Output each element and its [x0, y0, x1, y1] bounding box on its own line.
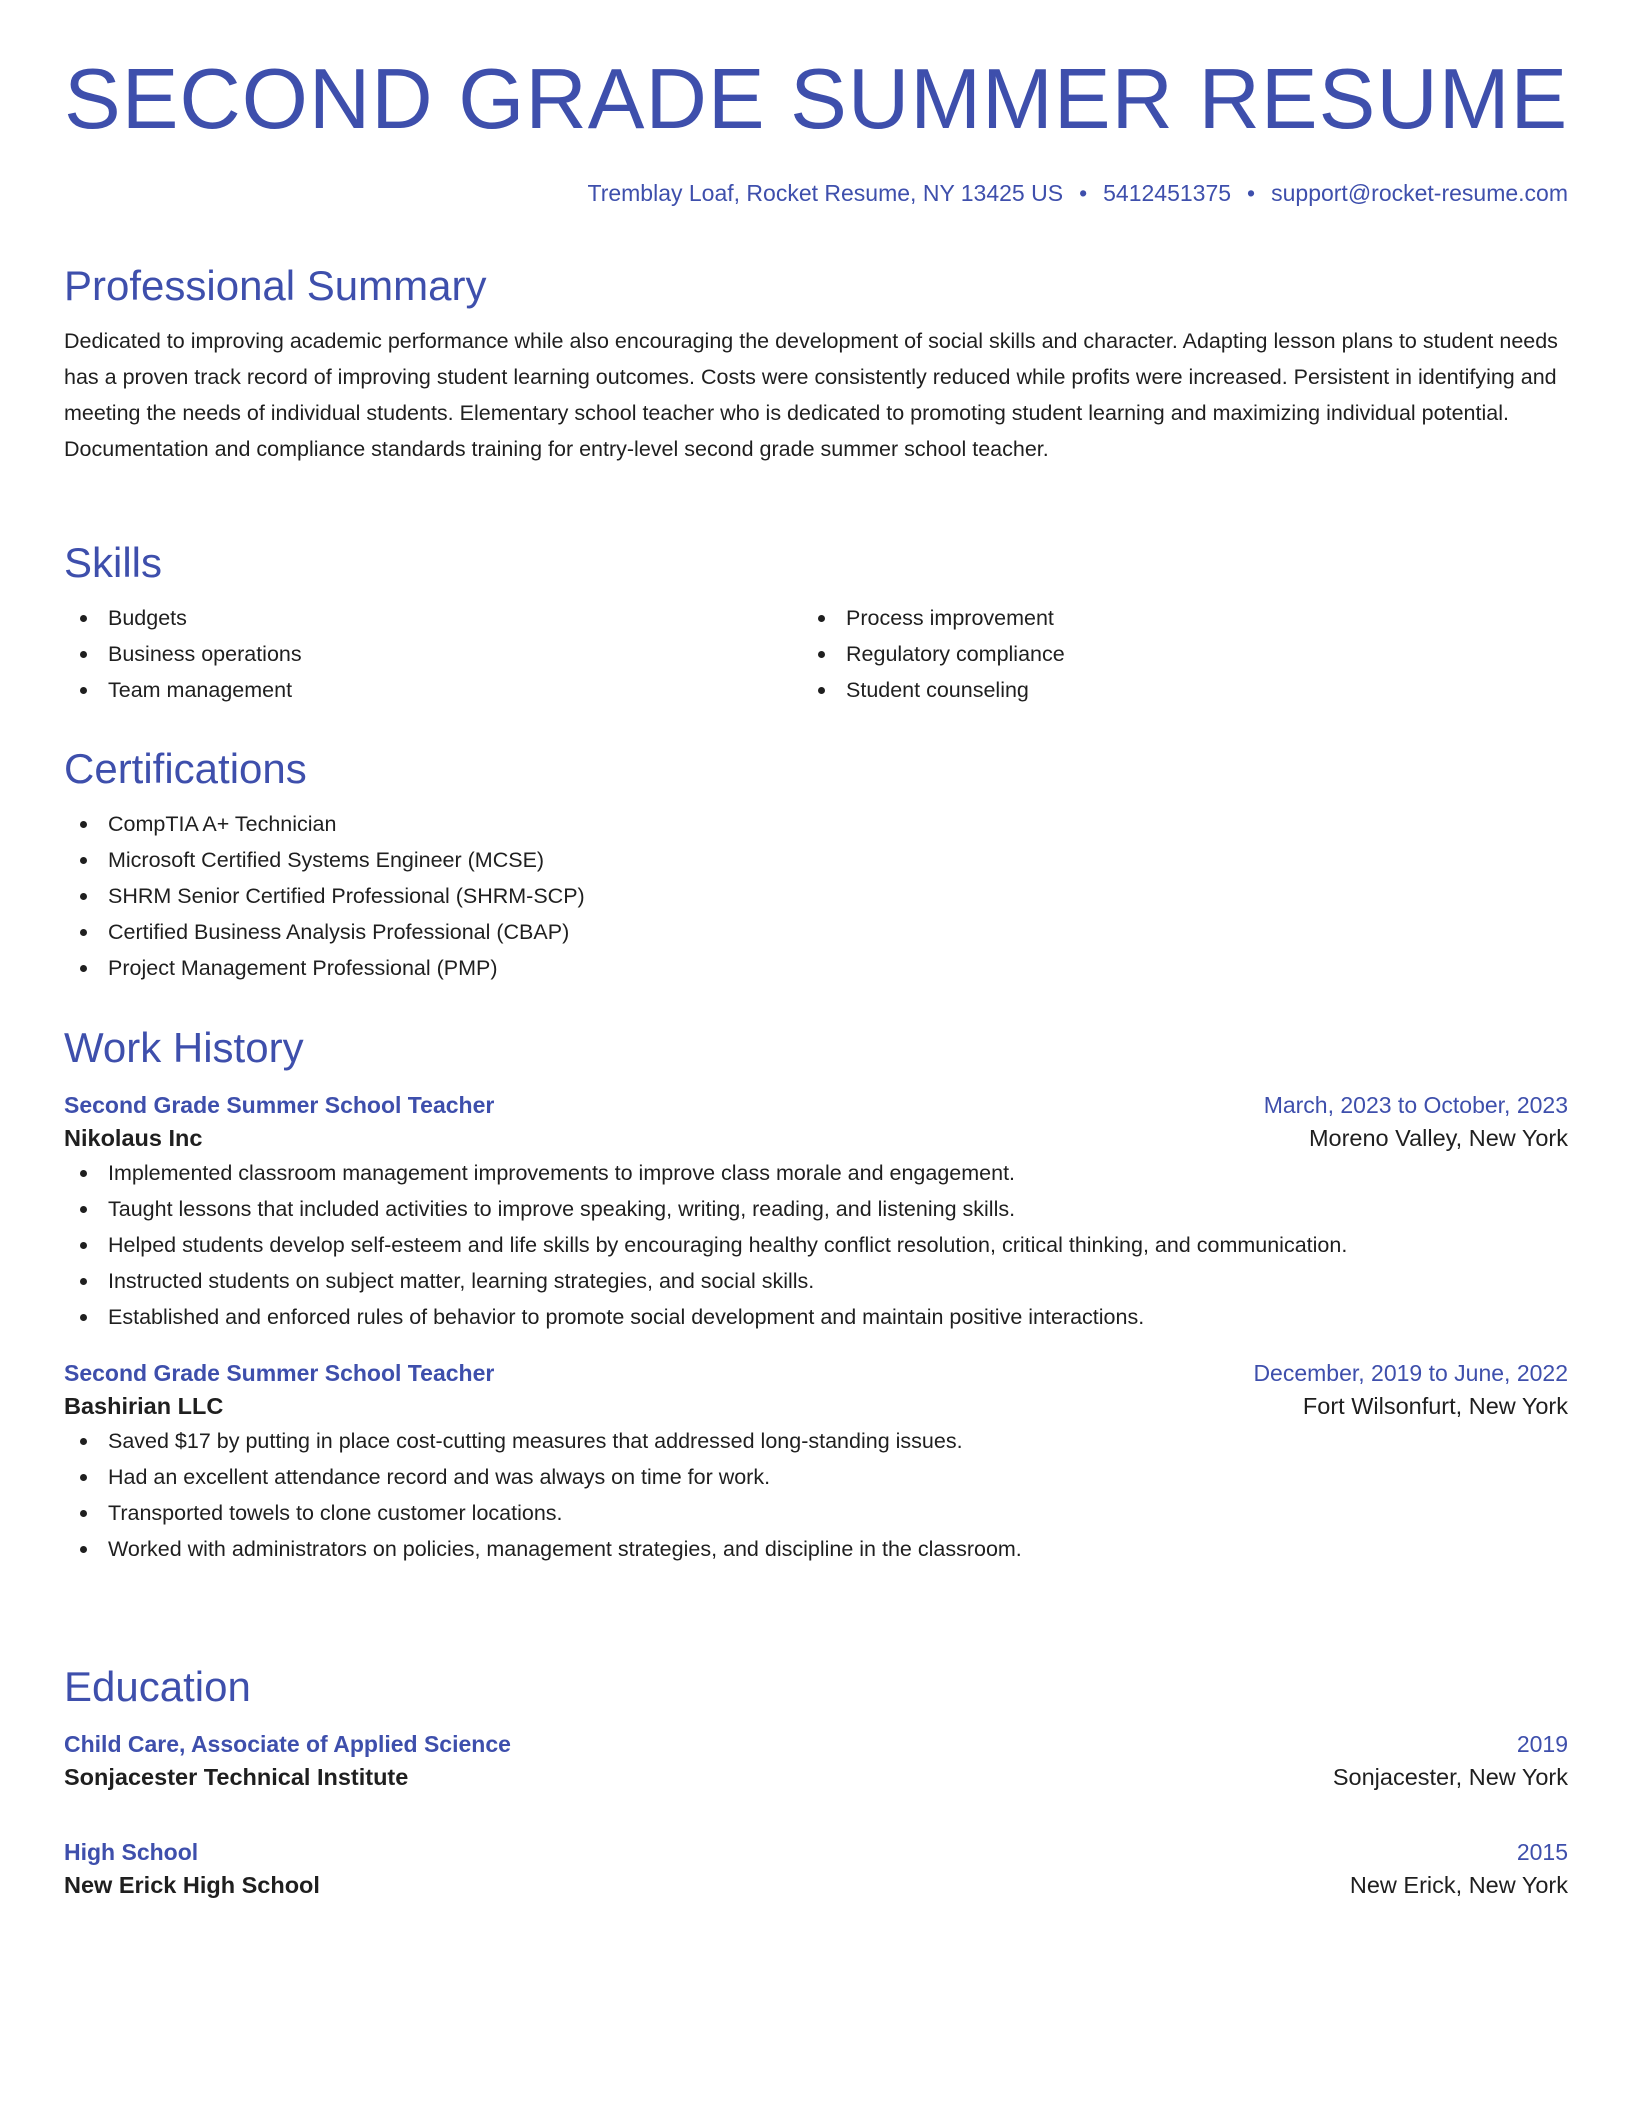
section-title-work-history: Work History: [64, 1024, 304, 1071]
job-role: Second Grade Summer School Teacher: [64, 1360, 495, 1386]
job-header: [64, 1089, 1568, 1121]
job-duty: Helped students develop self-esteem and life skills by encouraging healthy conflict resolution, critical thinking, and communication.: [64, 1227, 1568, 1263]
certifications-list: [64, 806, 1568, 986]
section-title-summary: Professional Summary: [64, 262, 487, 309]
job-dates: March, 2023 to October, 2023: [1263, 1092, 1568, 1118]
skills-list-right: [802, 600, 1540, 708]
summary-text: Dedicated to improving academic performance while also encouraging the development of social skills and character. Adapting lesson plans to student needs has a proven track record of improving student learning outcomes. Costs were consistently reduced while profits were increased. Persistent in identifying and meeting the needs of individual students. Elementary school teacher who is dedicated to promoting student learning and maximizing individual potential. Documentation and compliance standards training for entry-level second grade summer school teacher.: [64, 329, 1558, 461]
job-subheader: [64, 1389, 1568, 1423]
job-location: Fort Wilsonfurt, New York: [1302, 1393, 1568, 1419]
resume-title: SECOND GRADE SUMMER RESUME: [64, 52, 1569, 147]
job-role: Second Grade Summer School Teacher: [64, 1092, 495, 1118]
skill-item: Team management: [64, 672, 802, 708]
skill-item: Process improvement: [802, 600, 1540, 636]
work-history-section: [64, 1023, 1568, 1567]
certification-item: SHRM Senior Certified Professional (SHRM-SCP): [64, 878, 1568, 914]
section-title-certifications: Certifications: [64, 745, 307, 792]
education-subheader: [64, 1760, 1568, 1794]
education-location: New Erick, New York: [1349, 1872, 1568, 1898]
job-location: Moreno Valley, New York: [1308, 1125, 1568, 1151]
education-section: [64, 1662, 1568, 1902]
job-dates: December, 2019 to June, 2022: [1253, 1360, 1568, 1386]
contact-separator: •: [1247, 180, 1256, 206]
job-duty: Saved $17 by putting in place cost-cutting measures that addressed long-standing issues.: [64, 1423, 1568, 1459]
education-school: Sonjacester Technical Institute: [64, 1764, 409, 1790]
summary-section: [64, 261, 1568, 467]
certifications-section: [64, 744, 1568, 986]
job-duty: Had an excellent attendance record and was always on time for work.: [64, 1459, 1568, 1495]
job-company: Bashirian LLC: [64, 1393, 224, 1419]
education-header: [64, 1728, 1568, 1760]
skill-item: Student counseling: [802, 672, 1540, 708]
job-duties-list: [64, 1423, 1568, 1567]
education-year: 2015: [1516, 1839, 1568, 1865]
job-entry: [64, 1089, 1568, 1335]
job-subheader: [64, 1121, 1568, 1155]
certification-item: Certified Business Analysis Professional (CBAP): [64, 914, 1568, 950]
contact-address: Tremblay Loaf, Rocket Resume, NY 13425 US: [587, 180, 1064, 206]
skill-item: Regulatory compliance: [802, 636, 1540, 672]
education-location: Sonjacester, New York: [1332, 1764, 1568, 1790]
education-entry: [64, 1728, 1568, 1794]
education-subheader: [64, 1868, 1568, 1902]
contact-phone[interactable]: 5412451375: [1103, 180, 1232, 206]
education-header: [64, 1836, 1568, 1868]
job-duty: Established and enforced rules of behavior to promote social development and maintain positive interactions.: [64, 1299, 1568, 1335]
education-school: New Erick High School: [64, 1872, 320, 1898]
contact-separator: •: [1079, 180, 1088, 206]
education-degree: Child Care, Associate of Applied Science: [64, 1731, 511, 1757]
job-duty: Implemented classroom management improvements to improve class morale and engagement.: [64, 1155, 1568, 1191]
contact-email[interactable]: support@rocket-resume.com: [1271, 180, 1568, 206]
contact-line: [588, 178, 1569, 208]
job-duty: Transported towels to clone customer locations.: [64, 1495, 1568, 1531]
job-duty: Taught lessons that included activities to improve speaking, writing, reading, and listening skills.: [64, 1191, 1568, 1227]
certification-item: CompTIA A+ Technician: [64, 806, 1568, 842]
skills-list-left: [64, 600, 802, 708]
skills-grid: [64, 600, 1568, 708]
job-duty: Instructed students on subject matter, learning strategies, and social skills.: [64, 1263, 1568, 1299]
education-degree: High School: [64, 1839, 199, 1865]
certification-item: Project Management Professional (PMP): [64, 950, 1568, 986]
education-year: 2019: [1516, 1731, 1568, 1757]
section-title-education: Education: [64, 1663, 251, 1710]
skill-item: Business operations: [64, 636, 802, 672]
education-entry: [64, 1836, 1568, 1902]
job-entry: [64, 1357, 1568, 1567]
job-header: [64, 1357, 1568, 1389]
job-duty: Worked with administrators on policies, management strategies, and discipline in the classroom.: [64, 1531, 1568, 1567]
job-duties-list: [64, 1155, 1568, 1335]
job-company: Nikolaus Inc: [64, 1125, 203, 1151]
certification-item: Microsoft Certified Systems Engineer (MCSE): [64, 842, 1568, 878]
skill-item: Budgets: [64, 600, 802, 636]
section-title-skills: Skills: [64, 539, 163, 586]
skills-section: [64, 538, 1568, 708]
